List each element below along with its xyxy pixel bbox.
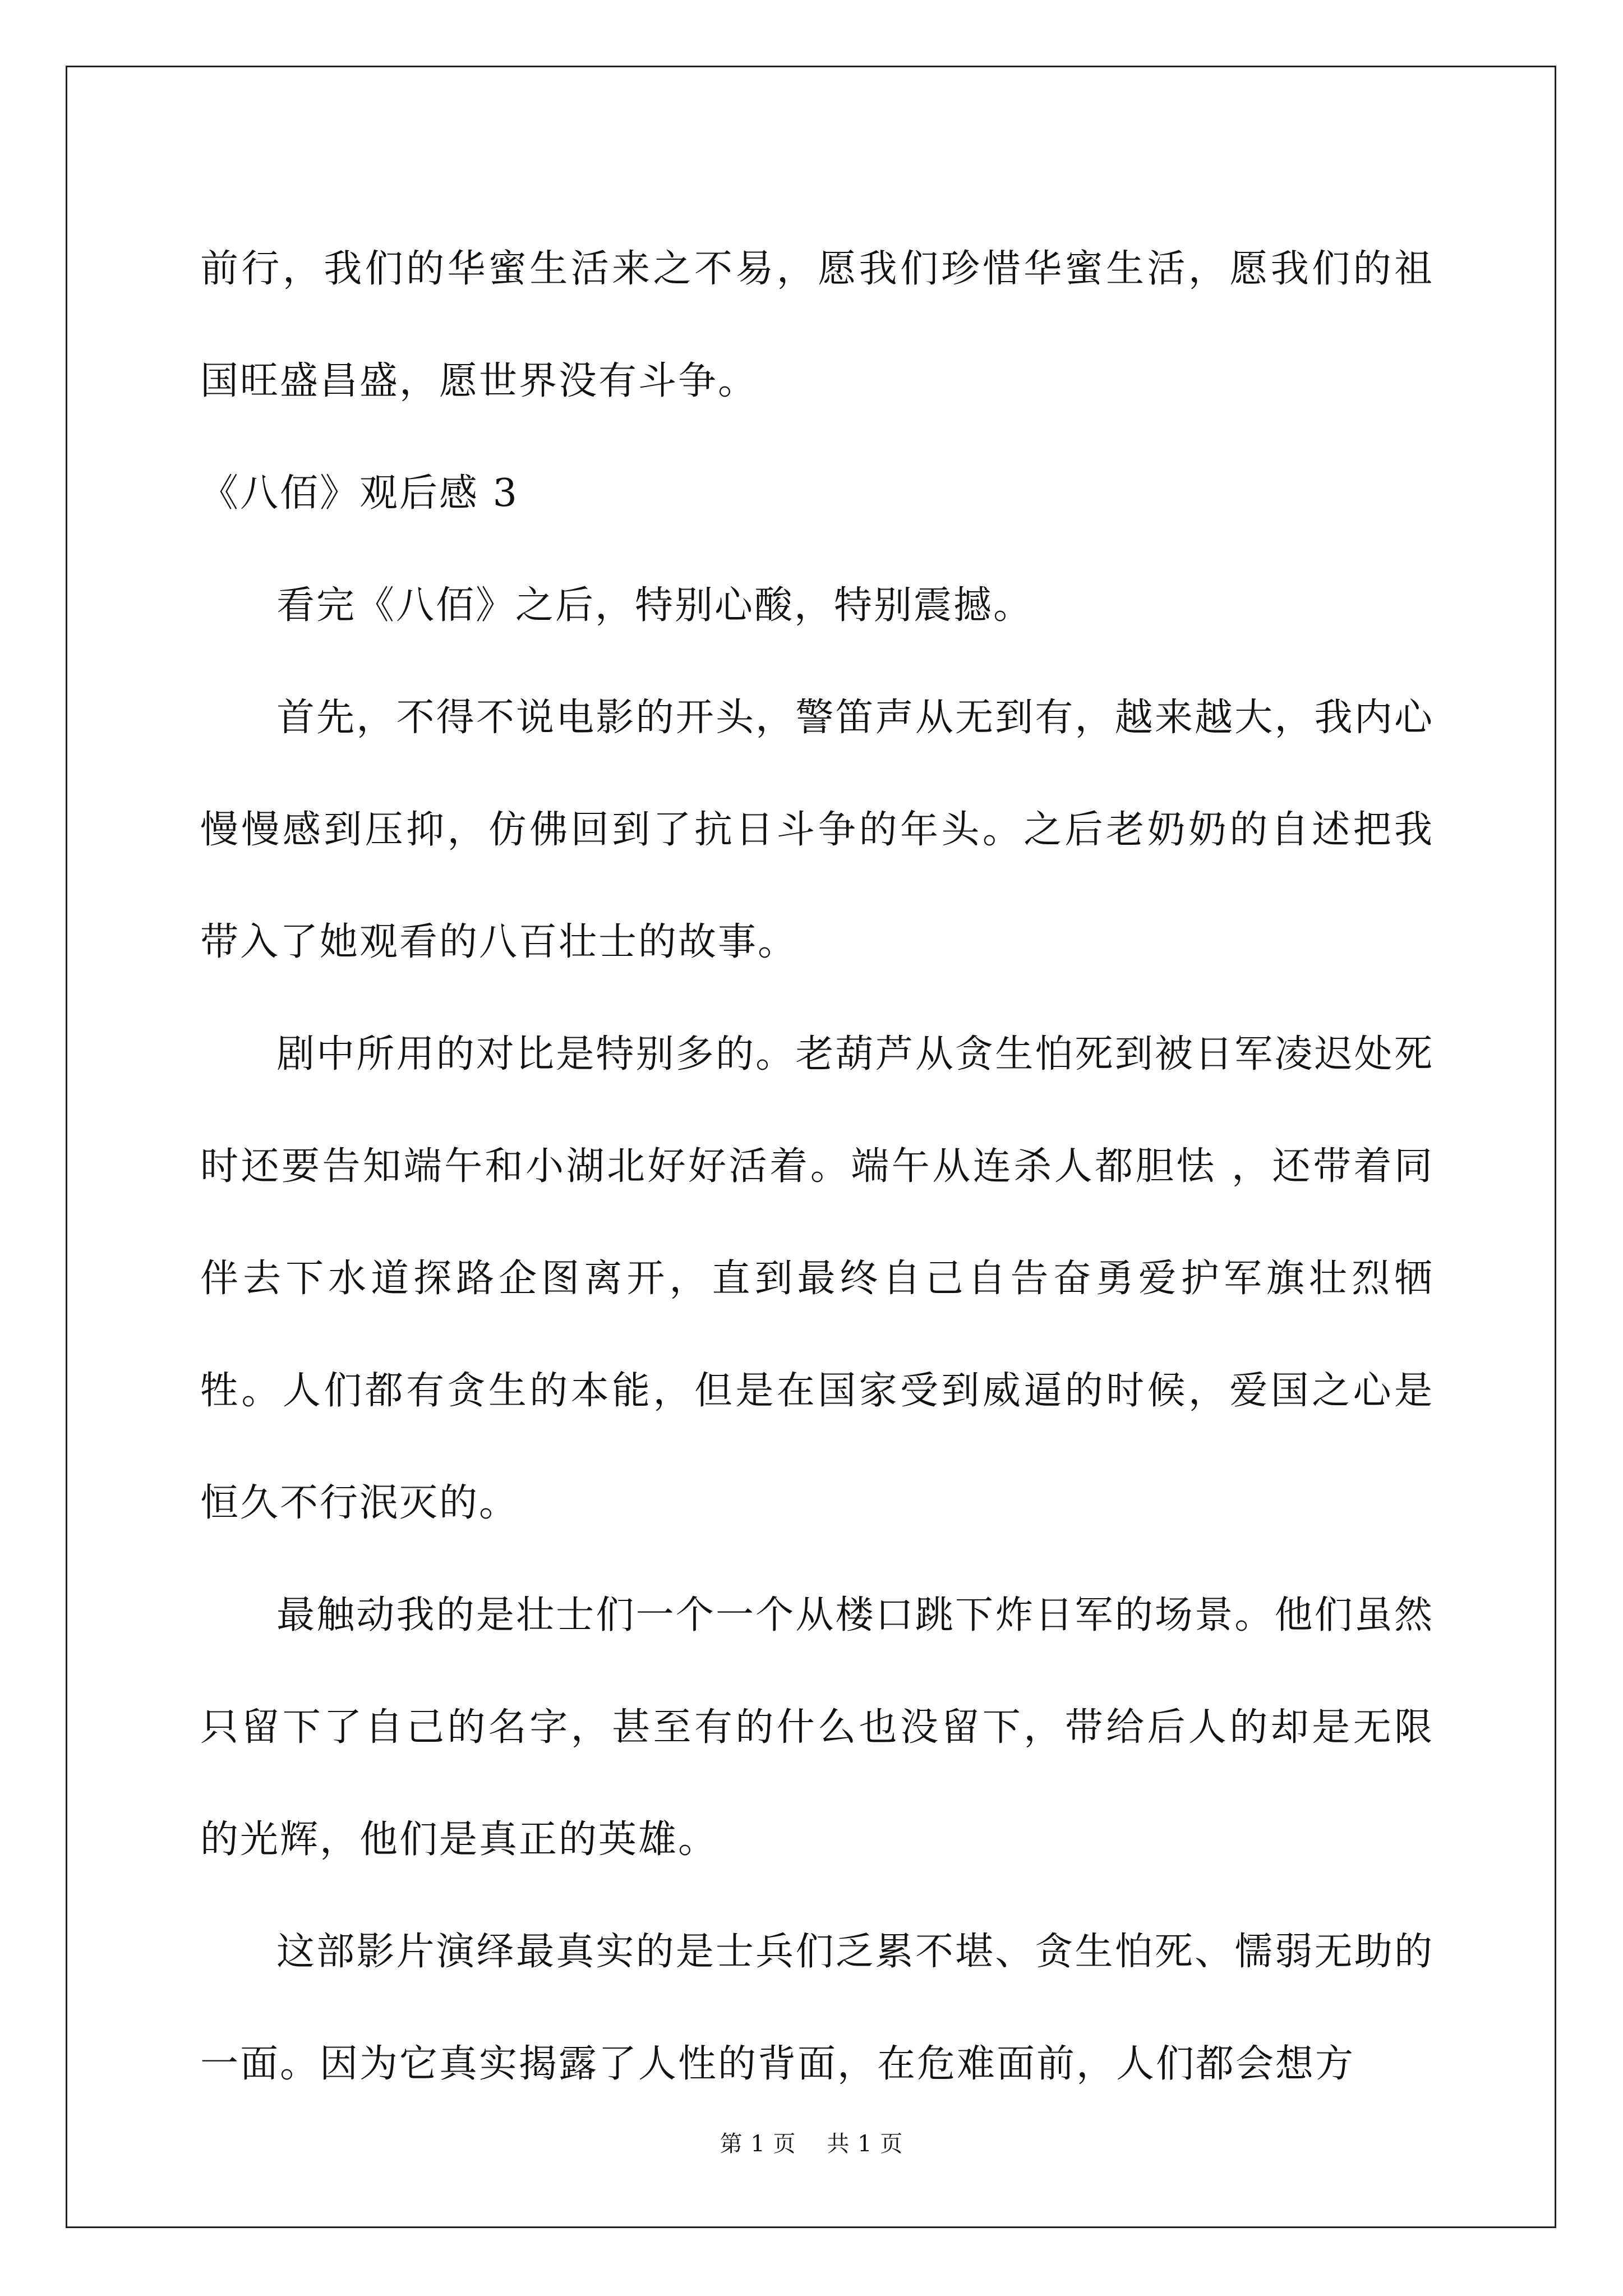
document-body [200,213,1434,2120]
page-number: 第 1 页 [720,2131,796,2157]
paragraph: 这部影片演绎最真实的是士兵们乏累不堪、贪生怕死、懦弱无助的一面。因为它真实揭露了人性的背面，在危难面前，人们都会想方 [200,1930,1434,2086]
paragraph: 首先，不得不说电影的开头，警笛声从无到有，越来越大，我内心慢慢感到压抑，仿佛回到了抗日斗争的年头。之后老奶奶的自述把我带入了她观看的八百壮士的故事。 [200,696,1434,964]
paragraph-continuation: 前行，我们的华蜜生活来之不易，愿我们珍惜华蜜生活，愿我们的祖国旺盛昌盛，愿世界没有斗争。 [200,247,1434,403]
paragraph: 剧中所用的对比是特别多的。老葫芦从贪生怕死到被日军凌迟处死时还要告知端午和小湖北好好活着。端午从连杀人都胆怯 ，还带着同伴去下水道探路企图离开，直到最终自己自告奋勇爱护军旗壮烈牺牲。人们都有贪生的本能，但是在国家受到威逼的时候，爱国之心是恒久不行泯灭的。 [200,1032,1434,1525]
section-heading: 《八佰》观后感 3 [200,471,519,516]
paragraph: 最触动我的是壮士们一个一个从楼口跳下炸日军的场景。他们虽然只留下了自己的名字，甚至有的什么也没留下，带给后人的却是无限的光辉，他们是真正的英雄。 [200,1593,1434,1862]
page-total: 共 1 页 [827,2131,903,2157]
page-footer [0,2126,1623,2158]
footer-spacer [796,2131,827,2157]
paragraph: 看完《八佰》之后，特别心酸，特别震撼。 [276,583,1034,628]
